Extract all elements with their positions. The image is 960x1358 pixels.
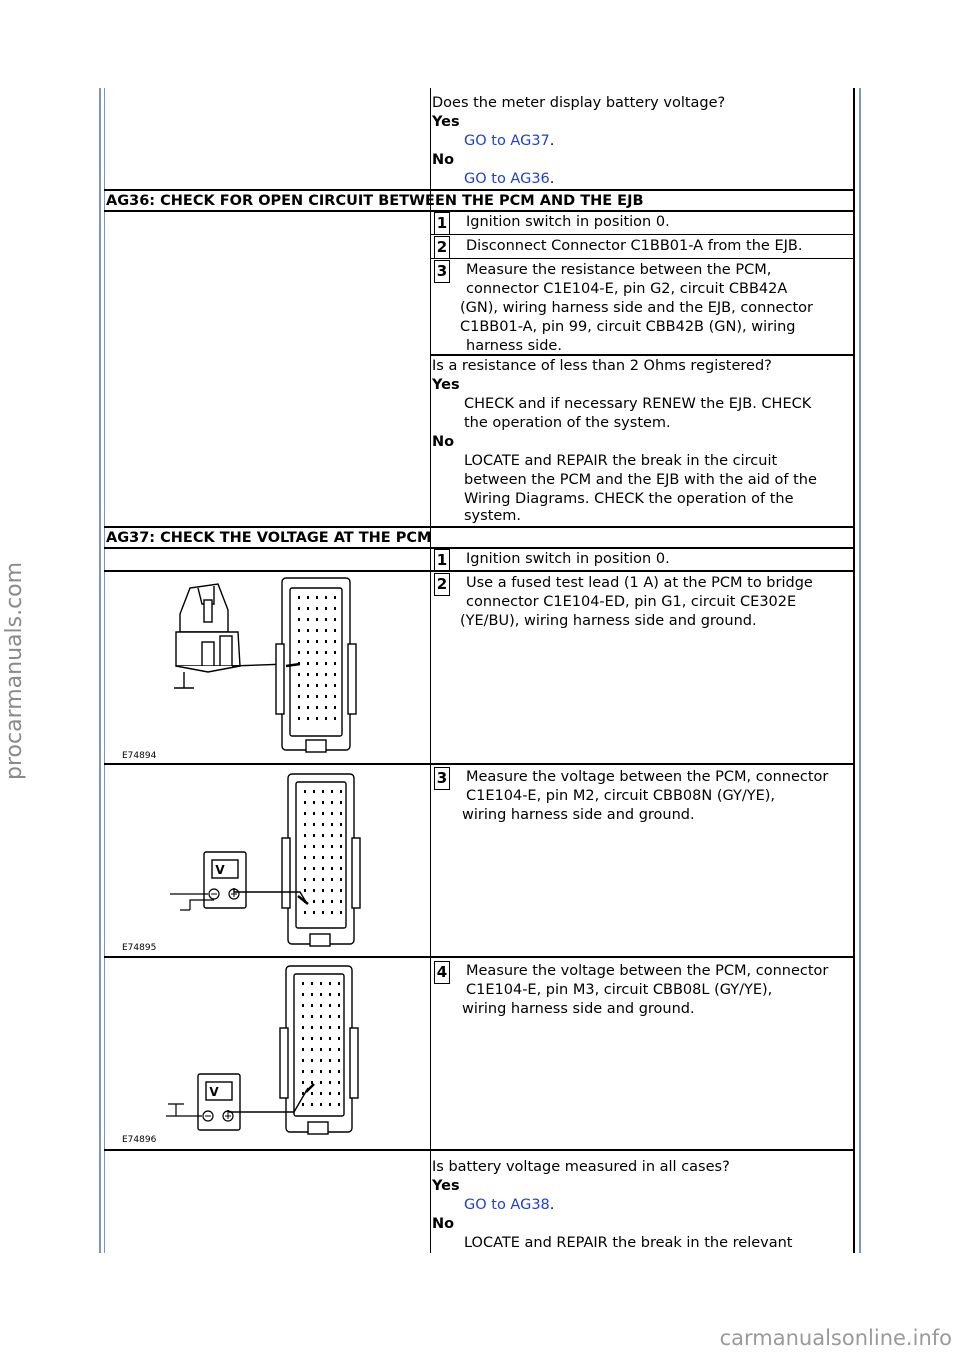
connector-pin — [316, 662, 318, 665]
connector-pin — [329, 1081, 331, 1084]
connector-pin — [307, 607, 309, 610]
ag37-step-1-text: Ignition switch in position 0. — [466, 551, 670, 567]
connector-pin — [313, 801, 315, 804]
connector-pin — [325, 629, 327, 632]
connector-pin — [331, 790, 333, 793]
connector-pin — [313, 856, 315, 859]
connector-pin — [313, 823, 315, 826]
ag36-step-3-line-4: C1BB01-A, pin 99, circuit CBB42B (GN), wiring — [460, 319, 796, 335]
connector-pin — [313, 867, 315, 870]
connector-pin — [298, 706, 300, 709]
connector-pin — [307, 717, 309, 720]
connector-pin — [316, 607, 318, 610]
connector-pin — [338, 993, 340, 996]
connector-pin — [304, 856, 306, 859]
connector-pin — [304, 900, 306, 903]
connector-pin — [311, 1059, 313, 1062]
connector-pin — [316, 618, 318, 621]
connector-pin — [334, 706, 336, 709]
ag37-question: Is battery voltage measured in all cases? — [432, 1159, 730, 1175]
connector-pin — [340, 911, 342, 914]
figure-label-e74894: E74894 — [122, 751, 157, 761]
connector-pin — [331, 900, 333, 903]
connector-pin — [340, 856, 342, 859]
connector-pin — [331, 889, 333, 892]
meter-v-label-2: V — [209, 1085, 219, 1099]
connector-pin — [331, 878, 333, 881]
ag36-step-3-line-3: (GN), wiring harness side and the EJB, connector — [460, 300, 813, 316]
connector-pin — [340, 790, 342, 793]
connector-pin — [338, 982, 340, 985]
connector-pin — [313, 889, 315, 892]
ag36-step-3-line-5: harness side. — [466, 338, 562, 354]
connector-pin — [311, 982, 313, 985]
connector-pin — [325, 640, 327, 643]
connector-pin — [307, 684, 309, 687]
connector-pin — [311, 993, 313, 996]
ag36-heading: AG36: CHECK FOR OPEN CIRCUIT BETWEEN THE PCM AND THE EJB — [106, 193, 644, 209]
ag37-heading-top-rule — [104, 526, 855, 528]
ag37-yes-row: GO to AG38. — [464, 1197, 555, 1213]
connector-pin — [338, 1059, 340, 1062]
connector-pin — [313, 812, 315, 815]
ag36-step-2-number: 2 — [434, 236, 450, 259]
connector-pin — [329, 1004, 331, 1007]
connector-pin — [325, 717, 327, 720]
connector-pin — [325, 618, 327, 621]
connector-pin — [325, 684, 327, 687]
connector-pin — [320, 1070, 322, 1073]
connector-pin — [320, 982, 322, 985]
connector-pin — [334, 684, 336, 687]
connector-pin — [338, 1081, 340, 1084]
ag36-no-line-3: Wiring Diagrams. CHECK the operation of the — [464, 491, 794, 507]
figure-label-e74895: E74895 — [122, 943, 157, 953]
connector-pin — [331, 845, 333, 848]
connector-pin — [298, 684, 300, 687]
connector-pin — [311, 1081, 313, 1084]
ag36-step-1-rule — [430, 234, 855, 235]
ag36-heading-bottom-rule — [104, 210, 855, 212]
connector-pin — [331, 812, 333, 815]
connector-pin — [313, 845, 315, 848]
connector-pin — [302, 993, 304, 996]
connector-pin — [311, 1026, 313, 1029]
connector-pin — [338, 1048, 340, 1051]
ag37-step-3-line-1: Measure the voltage between the PCM, connector — [466, 769, 829, 785]
connector-pin — [316, 706, 318, 709]
ag36-no-line-1: LOCATE and REPAIR the break in the circuit — [464, 453, 778, 469]
ag37-step-3-number: 3 — [434, 767, 450, 790]
connector-pin — [302, 982, 304, 985]
connector-pin — [304, 823, 306, 826]
connector-pin — [307, 629, 309, 632]
connector-pin — [311, 1037, 313, 1040]
connector-pin — [325, 695, 327, 698]
top-yes-label: Yes — [432, 114, 460, 130]
connector-pin — [340, 834, 342, 837]
connector-pin — [340, 812, 342, 815]
page-border-left — [99, 88, 101, 1253]
connector-pin — [307, 640, 309, 643]
ag37-step-3-line-2: C1E104-E, pin M2, circuit CBB08N (GY/YE), — [466, 788, 776, 804]
ag37-step-3-line-3: wiring harness side and ground. — [462, 807, 695, 823]
connector-pin — [338, 1004, 340, 1007]
connector-pin — [325, 673, 327, 676]
connector-pin — [316, 673, 318, 676]
connector-pin — [302, 1037, 304, 1040]
connector-pin — [304, 834, 306, 837]
connector-pin — [329, 1092, 331, 1095]
connector-pin — [329, 1048, 331, 1051]
connector-pin — [322, 889, 324, 892]
ag37-heading: AG37: CHECK THE VOLTAGE AT THE PCM — [106, 530, 432, 546]
connector-pin — [329, 1059, 331, 1062]
connector-pin — [307, 662, 309, 665]
ag36-yes-line-2: the operation of the system. — [464, 415, 671, 431]
connector-pin — [298, 695, 300, 698]
ag36-step-3-line-2: connector C1E104-E, pin G2, circuit CBB42A — [466, 281, 788, 297]
meter-v-label: V — [215, 863, 225, 877]
connector-pin — [307, 695, 309, 698]
connector-pin — [307, 706, 309, 709]
connector-pin — [320, 1048, 322, 1051]
connector-pin — [322, 823, 324, 826]
link-go-to-ag37[interactable]: GO to AG37 — [464, 133, 550, 149]
ag37-step-4-line-2: C1E104-E, pin M3, circuit CBB08L (GY/YE), — [466, 982, 773, 998]
connector-pin — [302, 1103, 304, 1106]
connector-pin — [320, 1059, 322, 1062]
ag37-step-2-line-3: (YE/BU), wiring harness side and ground. — [460, 613, 757, 629]
column-divider — [430, 88, 431, 1253]
connector-pin — [322, 878, 324, 881]
connector-pin — [322, 867, 324, 870]
connector-pin — [311, 1070, 313, 1073]
connector-pin — [322, 801, 324, 804]
connector-pin — [340, 801, 342, 804]
connector-pin — [340, 823, 342, 826]
page-border-right-outer — [859, 88, 861, 1253]
connector-pin — [302, 1015, 304, 1018]
ag36-yes-line-1: CHECK and if necessary RENEW the EJB. CHECK — [464, 396, 812, 412]
connector-pin — [298, 651, 300, 654]
ag36-step-1-text: Ignition switch in position 0. — [466, 214, 670, 230]
connector-pin — [316, 629, 318, 632]
connector-pin — [320, 993, 322, 996]
connector-pin — [304, 867, 306, 870]
figure-e74896 — [110, 962, 426, 1148]
link-go-to-ag38[interactable]: GO to AG38 — [464, 1197, 550, 1213]
connector-pin — [304, 911, 306, 914]
connector-pin — [311, 1004, 313, 1007]
connector-pin — [329, 1026, 331, 1029]
ag37-heading-bottom-rule — [104, 547, 855, 549]
connector-pin — [331, 867, 333, 870]
connector-pin — [329, 1015, 331, 1018]
connector-pin — [311, 1103, 313, 1106]
ag36-step-2-rule — [430, 258, 855, 259]
connector-pin — [325, 596, 327, 599]
ag36-no-line-2: between the PCM and the EJB with the aid of the — [464, 472, 817, 488]
connector-pin — [316, 684, 318, 687]
connector-pin — [331, 856, 333, 859]
connector-pin — [334, 695, 336, 698]
connector-pin — [334, 629, 336, 632]
connector-pin — [334, 651, 336, 654]
connector-pin — [322, 790, 324, 793]
connector-pin — [307, 596, 309, 599]
connector-pin — [329, 1070, 331, 1073]
ag36-step-3-rule — [430, 354, 855, 356]
connector-pin — [304, 889, 306, 892]
top-no-label: No — [432, 152, 455, 168]
top-question: Does the meter display battery voltage? — [432, 95, 726, 111]
ag36-step-1-number: 1 — [434, 212, 450, 235]
connector-pin — [320, 1026, 322, 1029]
ag37-step-1-number: 1 — [434, 549, 450, 572]
connector-pin — [304, 845, 306, 848]
connector-pin — [307, 618, 309, 621]
ag37-step-4-line-3: wiring harness side and ground. — [462, 1001, 695, 1017]
connector-pin — [340, 845, 342, 848]
ag37-step-2-number: 2 — [434, 573, 450, 596]
connector-pin — [329, 1037, 331, 1040]
top-yes-row: GO to AG37. — [464, 133, 555, 149]
connector-pin — [329, 993, 331, 996]
ag36-question: Is a resistance of less than 2 Ohms registered? — [432, 358, 772, 374]
connector-pin — [340, 867, 342, 870]
ag36-step-2-text: Disconnect Connector C1BB01-A from the EJB. — [466, 238, 803, 254]
ag37-yes-label: Yes — [432, 1178, 460, 1194]
connector-pin — [316, 695, 318, 698]
connector-pin — [320, 1015, 322, 1018]
connector-pin — [320, 1103, 322, 1106]
connector-pin — [338, 1026, 340, 1029]
connector-pin — [298, 717, 300, 720]
connector-pin — [313, 834, 315, 837]
connector-pin — [302, 1048, 304, 1051]
ag36-step-3-line-1: Measure the resistance between the PCM, — [466, 262, 772, 278]
ag37-step-4-number: 4 — [434, 961, 450, 984]
connector-pin — [340, 889, 342, 892]
connector-pin — [302, 1070, 304, 1073]
connector-pin — [325, 607, 327, 610]
connector-pin — [302, 1026, 304, 1029]
connector-pin — [304, 790, 306, 793]
connector-pin — [304, 812, 306, 815]
connector-pin — [334, 596, 336, 599]
connector-pin — [331, 801, 333, 804]
ag37-no-line: LOCATE and REPAIR the break in the relevant — [464, 1235, 793, 1251]
ag37-step-4-rule — [104, 1149, 855, 1151]
connector-pin — [338, 1037, 340, 1040]
page-border-left-inner — [104, 88, 105, 1253]
link-go-to-ag36[interactable]: GO to AG36 — [464, 171, 550, 187]
connector-pin — [302, 1059, 304, 1062]
connector-pin — [329, 982, 331, 985]
connector-pin — [320, 1092, 322, 1095]
connector-pin — [331, 823, 333, 826]
connector-pin — [338, 1103, 340, 1106]
connector-pin — [338, 1015, 340, 1018]
connector-pin — [325, 662, 327, 665]
connector-pin — [298, 673, 300, 676]
connector-pin — [302, 1004, 304, 1007]
connector-pin — [313, 878, 315, 881]
connector-pin — [298, 618, 300, 621]
connector-pin — [334, 662, 336, 665]
ag36-step-3-number: 3 — [434, 260, 450, 283]
connector-pin — [325, 651, 327, 654]
connector-pin — [311, 1092, 313, 1095]
connector-pin — [307, 673, 309, 676]
connector-pin — [322, 834, 324, 837]
connector-pin — [322, 845, 324, 848]
connector-pin — [322, 900, 324, 903]
ag37-no-label: No — [432, 1216, 455, 1232]
connector-pin — [316, 717, 318, 720]
connector-pin — [338, 1070, 340, 1073]
connector-pin — [298, 629, 300, 632]
figure-e74894 — [110, 574, 426, 762]
connector-pin — [338, 1092, 340, 1095]
watermark-carmanualsonline: carmanualsonline.info — [719, 1326, 952, 1350]
top-no-row: GO to AG36. — [464, 171, 555, 187]
connector-pin — [298, 596, 300, 599]
connector-pin — [325, 706, 327, 709]
ag37-step-2-line-2: connector C1E104-ED, pin G1, circuit CE302E — [466, 594, 797, 610]
connector-pin — [320, 1004, 322, 1007]
ag36-no-line-4: system. — [464, 508, 522, 524]
connector-pin — [302, 1081, 304, 1084]
connector-pin — [313, 790, 315, 793]
connector-pin — [316, 640, 318, 643]
connector-pin — [340, 900, 342, 903]
figure-label-e74896: E74896 — [122, 1135, 157, 1145]
connector-pin — [334, 607, 336, 610]
ag37-step-2-line-1: Use a fused test lead (1 A) at the PCM to bridge — [466, 575, 813, 591]
connector-pin — [316, 596, 318, 599]
connector-pin — [334, 618, 336, 621]
connector-pin — [334, 640, 336, 643]
connector-pin — [313, 900, 315, 903]
ag37-step-3-rule — [104, 956, 855, 958]
connector-pin — [334, 717, 336, 720]
connector-pin — [298, 640, 300, 643]
watermark-procarmanuals: procarmanuals.com — [2, 561, 27, 780]
ag37-step-1-rule — [104, 570, 855, 572]
ag37-step-4-line-1: Measure the voltage between the PCM, connector — [466, 963, 829, 979]
connector-pin — [329, 1103, 331, 1106]
connector-pin — [307, 651, 309, 654]
connector-pin — [331, 834, 333, 837]
ag36-yes-label: Yes — [432, 377, 460, 393]
connector-pin — [313, 911, 315, 914]
connector-pin — [311, 1015, 313, 1018]
ag36-heading-top-rule — [104, 189, 855, 191]
connector-pin — [320, 1081, 322, 1084]
connector-pin — [340, 878, 342, 881]
connector-pin — [316, 651, 318, 654]
connector-pin — [304, 801, 306, 804]
page-border-right — [853, 88, 855, 1253]
ag37-step-2-rule — [104, 763, 855, 765]
connector-pin — [322, 856, 324, 859]
connector-pin — [320, 1037, 322, 1040]
connector-pin — [302, 1092, 304, 1095]
ag36-no-label: No — [432, 434, 455, 450]
connector-pin — [334, 673, 336, 676]
connector-pin — [322, 911, 324, 914]
connector-pin — [311, 1048, 313, 1051]
connector-pin — [331, 911, 333, 914]
connector-pin — [298, 607, 300, 610]
connector-pin — [304, 878, 306, 881]
connector-pin — [322, 812, 324, 815]
figure-e74895 — [110, 768, 426, 956]
